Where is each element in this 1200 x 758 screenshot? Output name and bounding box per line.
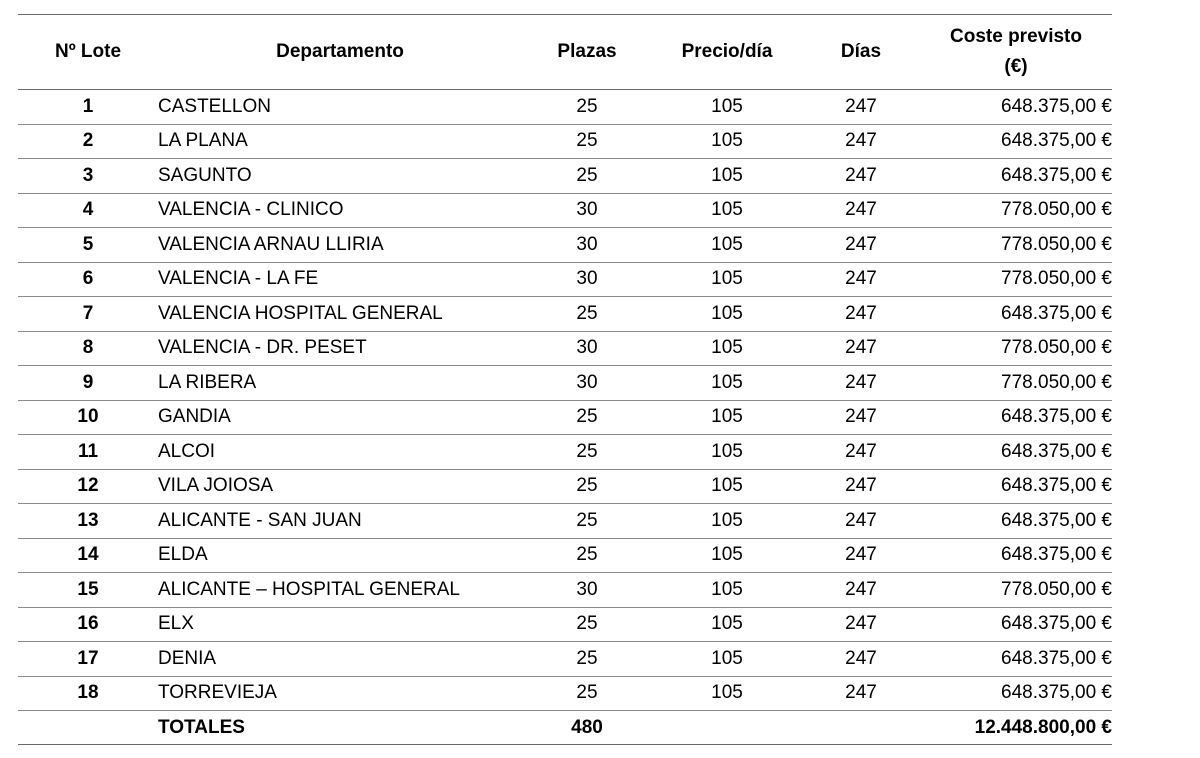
- table-row: [18, 435, 1112, 470]
- cell-departamento: ALICANTE – HOSPITAL GENERAL: [158, 578, 460, 600]
- cell-departamento: ELX: [158, 613, 194, 635]
- cell-plazas: 25: [576, 95, 598, 117]
- cell-coste: 648.375,00 €: [1001, 95, 1112, 117]
- table-row: [18, 331, 1112, 366]
- cell-coste: 778.050,00 €: [1001, 268, 1112, 290]
- cell-plazas: 30: [576, 268, 598, 290]
- cell-plazas: 25: [576, 544, 598, 566]
- cell-lote: 8: [82, 337, 94, 359]
- cell-dias: 247: [845, 682, 877, 704]
- cell-lote: 17: [77, 647, 99, 669]
- cell-dias: 247: [845, 509, 877, 531]
- cell-dias: 247: [845, 613, 877, 635]
- cell-dias: 247: [845, 268, 877, 290]
- cell-dias: 247: [845, 233, 877, 255]
- cell-dias: 247: [845, 406, 877, 428]
- cell-departamento: LA RIBERA: [158, 371, 257, 393]
- cell-precio: 105: [711, 682, 743, 704]
- cell-coste: 778.050,00 €: [1001, 337, 1112, 359]
- cell-lote: 10: [77, 406, 99, 428]
- cell-dias: 247: [845, 371, 877, 393]
- header-coste-line1: Coste previsto: [950, 26, 1082, 47]
- cell-precio: 105: [711, 268, 743, 290]
- cell-dias: 247: [845, 164, 877, 186]
- cell-precio: 105: [711, 475, 743, 497]
- cell-coste: 648.375,00 €: [1001, 475, 1112, 497]
- cell-departamento: VALENCIA - LA FE: [158, 268, 319, 290]
- cell-lote: 9: [82, 371, 94, 393]
- cell-plazas: 30: [576, 233, 598, 255]
- table-row: [18, 504, 1112, 539]
- table-row: [18, 676, 1112, 711]
- cell-lote: 11: [77, 440, 99, 462]
- table-row: [18, 228, 1112, 263]
- cell-coste: 648.375,00 €: [1001, 613, 1112, 635]
- cell-dias: 247: [845, 130, 877, 152]
- table-row: [18, 642, 1112, 677]
- header-row: [18, 15, 1112, 90]
- cell-coste: 648.375,00 €: [1001, 302, 1112, 324]
- cell-plazas: 25: [576, 302, 598, 324]
- cell-precio: 105: [711, 613, 743, 635]
- cell-coste: 648.375,00 €: [1001, 682, 1112, 704]
- header-departamento: Departamento: [276, 41, 404, 62]
- table-row: [18, 124, 1112, 159]
- cell-departamento: GANDIA: [158, 406, 231, 428]
- cell-dias: 247: [845, 544, 877, 566]
- header-plazas: Plazas: [557, 41, 617, 62]
- cell-precio: 105: [711, 302, 743, 324]
- cell-coste: 648.375,00 €: [1001, 544, 1112, 566]
- cell-lote: 1: [82, 95, 94, 117]
- cell-departamento: VALENCIA ARNAU LLIRIA: [158, 233, 384, 255]
- cell-precio: 105: [711, 95, 743, 117]
- cell-coste: 648.375,00 €: [1001, 509, 1112, 531]
- cell-departamento: CASTELLON: [158, 95, 271, 117]
- table-row: [18, 538, 1112, 573]
- cell-lote: 3: [82, 164, 94, 186]
- cell-plazas: 30: [576, 371, 598, 393]
- cell-precio: 105: [711, 199, 743, 221]
- table-row: [18, 159, 1112, 194]
- cost-table: [18, 14, 1112, 745]
- cell-coste: 648.375,00 €: [1001, 164, 1112, 186]
- cell-dias: 247: [845, 95, 877, 117]
- cell-lote: 5: [82, 233, 94, 255]
- cell-plazas: 30: [576, 578, 598, 600]
- table-row: [18, 573, 1112, 608]
- header-dias: Días: [840, 41, 882, 62]
- table-row: [18, 366, 1112, 401]
- cell-lote: 13: [77, 509, 99, 531]
- cell-precio: 105: [711, 440, 743, 462]
- header-coste: [920, 15, 1112, 90]
- cell-plazas: 30: [576, 337, 598, 359]
- cell-lote: 12: [77, 475, 99, 497]
- totals-empty-lote: [18, 711, 158, 745]
- cell-dias: 247: [845, 302, 877, 324]
- cell-lote: 4: [82, 199, 94, 221]
- table-row: [18, 297, 1112, 332]
- cell-departamento: VALENCIA HOSPITAL GENERAL: [158, 302, 443, 324]
- cell-departamento: SAGUNTO: [158, 164, 252, 186]
- cell-precio: 105: [711, 130, 743, 152]
- cell-departamento: VILA JOIOSA: [158, 475, 274, 497]
- cell-coste: 778.050,00 €: [1001, 371, 1112, 393]
- cell-plazas: 30: [576, 199, 598, 221]
- cell-dias: 247: [845, 199, 877, 221]
- cell-coste: 648.375,00 €: [1001, 130, 1112, 152]
- totals-row: [18, 711, 1112, 745]
- cell-departamento: TORREVIEJA: [158, 682, 277, 704]
- table-body: [18, 90, 1112, 745]
- cell-lote: 14: [77, 544, 99, 566]
- cell-plazas: 25: [576, 164, 598, 186]
- cell-plazas: 25: [576, 130, 598, 152]
- cell-precio: 105: [711, 233, 743, 255]
- totals-empty-dias: [802, 711, 920, 745]
- cell-lote: 2: [82, 130, 94, 152]
- totals-coste: 12.448.800,00 €: [974, 716, 1112, 738]
- cell-coste: 648.375,00 €: [1001, 647, 1112, 669]
- totals-label: TOTALES: [158, 716, 245, 738]
- cell-departamento: ELDA: [158, 544, 208, 566]
- header-lote: Nº Lote: [54, 41, 122, 62]
- table-row: [18, 400, 1112, 435]
- table-row: [18, 262, 1112, 297]
- cell-precio: 105: [711, 371, 743, 393]
- cell-lote: 15: [77, 578, 99, 600]
- header-coste-line2: (€): [1004, 56, 1028, 77]
- cell-plazas: 25: [576, 406, 598, 428]
- cell-departamento: VALENCIA - DR. PESET: [158, 337, 367, 359]
- cell-precio: 105: [711, 578, 743, 600]
- cell-coste: 648.375,00 €: [1001, 406, 1112, 428]
- cell-plazas: 25: [576, 682, 598, 704]
- cell-departamento: ALCOI: [158, 440, 216, 462]
- cell-plazas: 25: [576, 475, 598, 497]
- cell-departamento: ALICANTE - SAN JUAN: [158, 509, 362, 531]
- totals-empty-precio: [652, 711, 802, 745]
- cell-lote: 16: [77, 613, 99, 635]
- cell-plazas: 25: [576, 440, 598, 462]
- cell-precio: 105: [711, 647, 743, 669]
- cell-departamento: LA PLANA: [158, 130, 248, 152]
- cell-departamento: DENIA: [158, 647, 217, 669]
- header-precio: Precio/día: [681, 41, 773, 62]
- cell-dias: 247: [845, 337, 877, 359]
- table-row: [18, 90, 1112, 125]
- cell-plazas: 25: [576, 647, 598, 669]
- table-row: [18, 193, 1112, 228]
- cell-precio: 105: [711, 164, 743, 186]
- cell-precio: 105: [711, 544, 743, 566]
- cell-plazas: 25: [576, 613, 598, 635]
- cell-lote: 7: [82, 302, 94, 324]
- cell-coste: 778.050,00 €: [1001, 199, 1112, 221]
- table-row: [18, 607, 1112, 642]
- cell-precio: 105: [711, 509, 743, 531]
- cell-coste: 648.375,00 €: [1001, 440, 1112, 462]
- cell-plazas: 25: [576, 509, 598, 531]
- cell-coste: 778.050,00 €: [1001, 233, 1112, 255]
- cell-precio: 105: [711, 337, 743, 359]
- totals-plazas: 480: [571, 716, 603, 738]
- table-row: [18, 469, 1112, 504]
- cell-dias: 247: [845, 475, 877, 497]
- cell-coste: 778.050,00 €: [1001, 578, 1112, 600]
- cell-dias: 247: [845, 578, 877, 600]
- cell-departamento: VALENCIA - CLINICO: [158, 199, 344, 221]
- cell-precio: 105: [711, 406, 743, 428]
- cell-dias: 247: [845, 440, 877, 462]
- cell-dias: 247: [845, 647, 877, 669]
- cell-lote: 6: [82, 268, 94, 290]
- table-header: [18, 15, 1112, 90]
- cell-lote: 18: [77, 682, 99, 704]
